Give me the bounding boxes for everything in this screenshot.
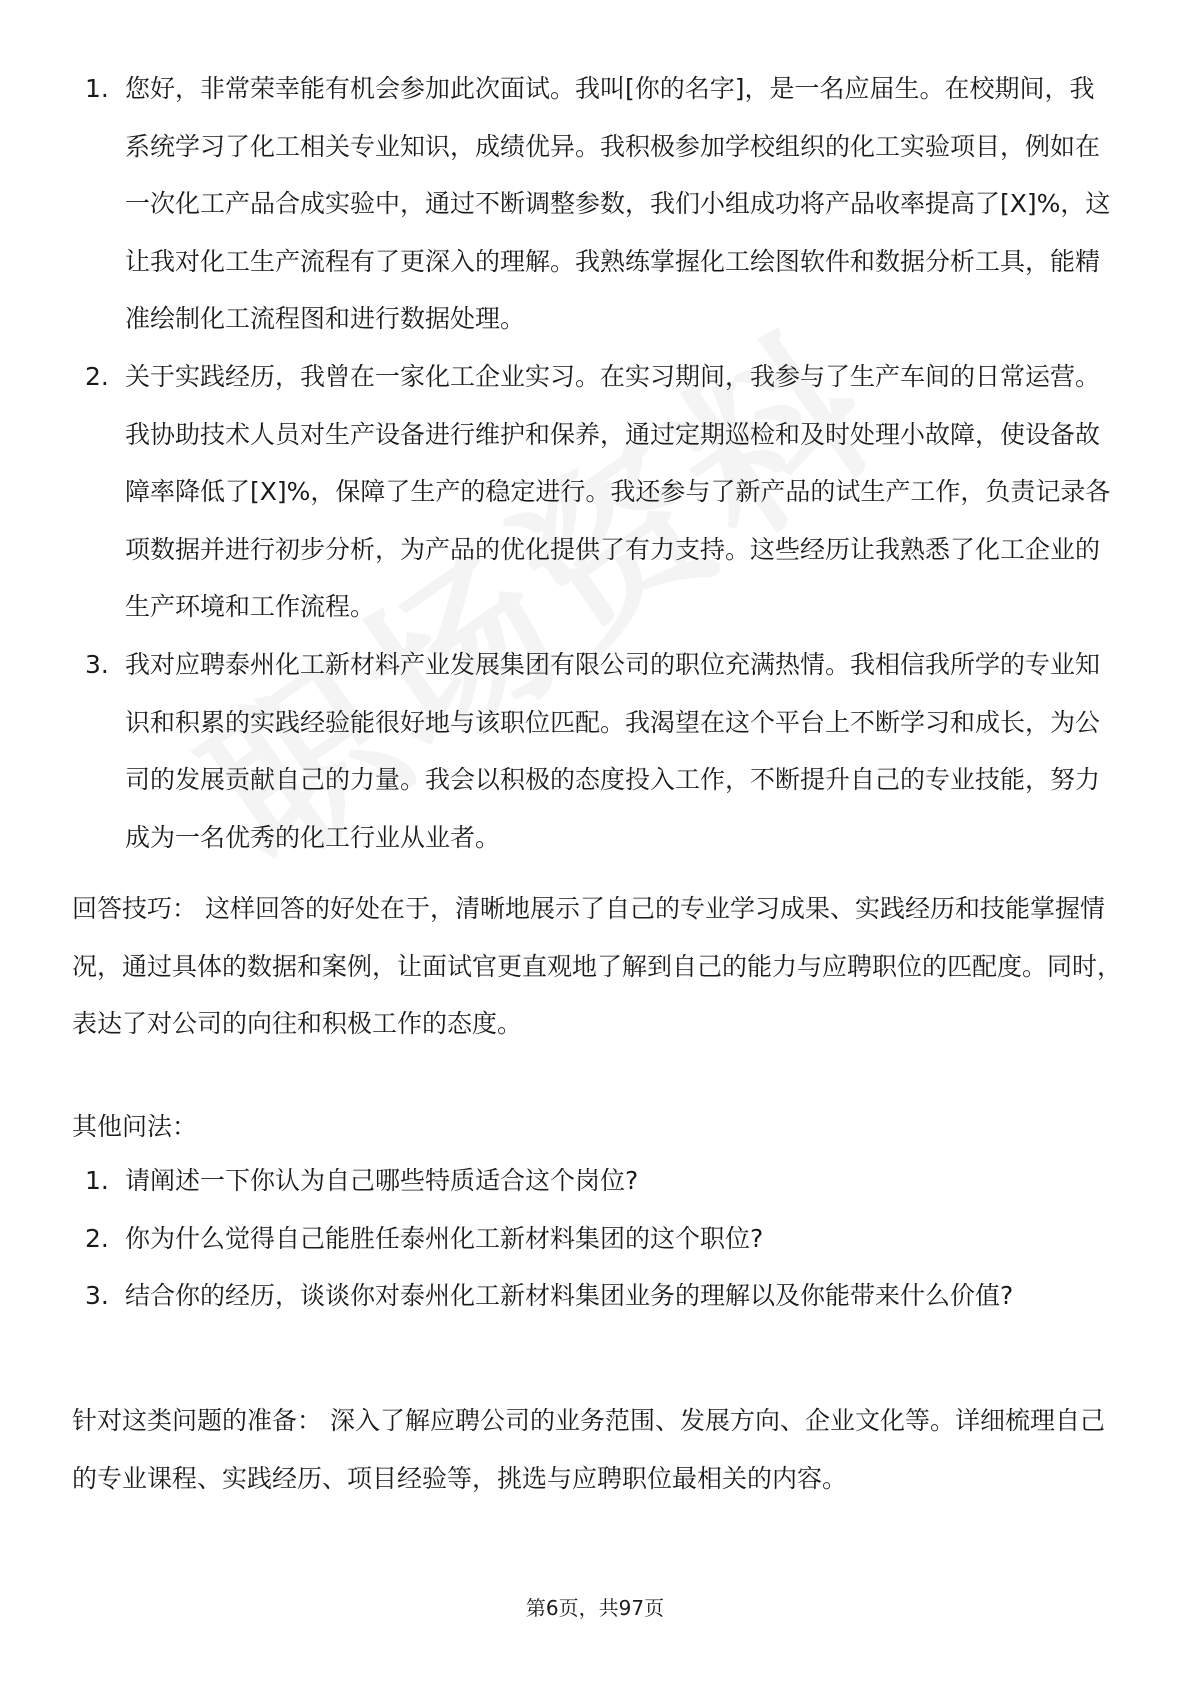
list-number: 2.	[85, 1223, 109, 1253]
list-item	[85, 1267, 1115, 1325]
list-number: 3.	[85, 1281, 109, 1311]
list-number: 1.	[85, 74, 109, 103]
list-item-text: 您好，非常荣幸能有机会参加此次面试。我叫[你的名字]，是一名应届生。在校期间，我系统学习了化工相关专业知识，成绩优异。我积极参加学校组织的化工实验项目，例如在一次化工产品合成实验中，通过不断调整参数，我们小组成功将产品收率提高了[X]%，这让我对化工生产流程有了更深入的理解。我熟练掌握化工绘图软件和数据分析工具，能精准绘制化工流程图和进行数据处理。	[125, 74, 1111, 334]
page-footer: 第6页，共97页	[525, 1596, 665, 1620]
list-item-text: 结合你的经历，谈谈你对泰州化工新材料集团业务的理解以及你能带来什么价值?	[125, 1281, 1014, 1311]
list-item-text: 请阐述一下你认为自己哪些特质适合这个岗位?	[125, 1166, 639, 1195]
alt-questions-list	[85, 1152, 1115, 1325]
list-item-text: 关于实践经历，我曾在一家化工企业实习。在实习期间，我参与了生产车间的日常运营。我协助技术人员对生产设备进行维护和保养，通过定期巡检和及时处理小故障，使设备故障率降低了[X]%，保障了生产的稳定进行。我还参与了新产品的试生产工作，负责记录各项数据并进行初步分析，为产品的优化提供了有力支持。这些经历让我熟悉了化工企业的生产环境和工作流程。	[125, 361, 1111, 622]
answer-list	[85, 60, 1115, 866]
list-item	[85, 1152, 1115, 1210]
list-number: 1.	[85, 1166, 109, 1195]
list-item	[85, 1210, 1115, 1268]
list-item	[85, 636, 1115, 866]
alt-questions-heading: 其他问法：	[72, 1112, 198, 1141]
preparation-paragraph: 针对这类问题的准备： 深入了解应聘公司的业务范围、发展方向、企业文化等。详细梳理自己的专业课程、实践经历、项目经验等，挑选与应聘职位最相关的内容。	[72, 1406, 1105, 1493]
list-number: 3.	[85, 649, 109, 679]
list-item	[85, 60, 1115, 348]
list-item-text: 你为什么觉得自己能胜任泰州化工新材料集团的这个职位?	[125, 1223, 764, 1253]
list-number: 2.	[85, 361, 109, 391]
answer-tips: 回答技巧： 这样回答的好处在于，清晰地展示了自己的专业学习成果、实践经历和技能掌握情况，通过具体的数据和案例，让面试官更直观地了解到自己的能力与应聘职位的匹配度。同时，表达了对公司的向往和积极工作的态度。	[72, 894, 1123, 1039]
list-item-text: 我对应聘泰州化工新材料产业发展集团有限公司的职位充满热情。我相信我所学的专业知识和积累的实践经验能很好地与该职位匹配。我渴望在这个平台上不断学习和成长，为公司的发展贡献自己的力量。我会以积极的态度投入工作，不断提升自己的专业技能，努力成为一名优秀的化工行业从业者。	[125, 649, 1101, 852]
list-item	[85, 348, 1115, 636]
